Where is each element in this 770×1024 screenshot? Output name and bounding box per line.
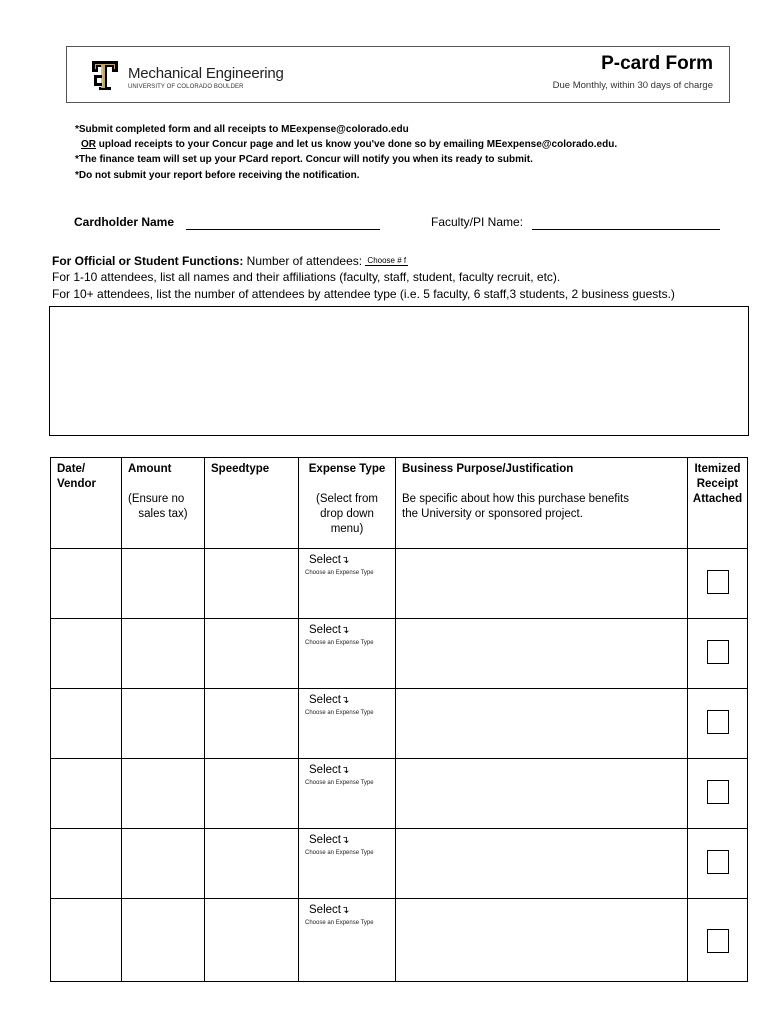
table-row	[51, 689, 748, 759]
expense-type-placeholder: Choose an Expense Type	[305, 850, 374, 856]
expense-type-cell[interactable]	[299, 759, 396, 829]
receipt-cell	[688, 619, 748, 689]
amount-cell[interactable]	[122, 759, 205, 829]
receipt-cell	[688, 829, 748, 899]
receipt-cell	[688, 759, 748, 829]
attendees-label: Number of attendees:	[246, 254, 363, 268]
amount-cell[interactable]	[122, 829, 205, 899]
expense-type-cell[interactable]	[299, 899, 396, 982]
instruction-line-4: *Do not submit your report before receiving the notification.	[75, 170, 360, 181]
speedtype-cell[interactable]	[205, 899, 299, 982]
department-subtitle: UNIVERSITY OF COLORADO BOULDER	[128, 84, 244, 90]
speedtype-cell[interactable]	[205, 829, 299, 899]
or-text: OR	[81, 139, 96, 150]
purpose-cell[interactable]	[396, 619, 688, 689]
purpose-cell[interactable]	[396, 829, 688, 899]
cardholder-name-label: Cardholder Name	[74, 215, 175, 229]
receipt-checkbox[interactable]	[707, 570, 729, 594]
expense-type-dropdown[interactable]: Select↴	[309, 624, 350, 636]
amount-cell[interactable]	[122, 549, 205, 619]
department-name: Mechanical Engineering	[128, 65, 284, 82]
table-row	[51, 829, 748, 899]
cu-logo-icon	[90, 59, 120, 92]
speedtype-cell[interactable]	[205, 549, 299, 619]
date-vendor-cell[interactable]	[51, 549, 122, 619]
attendees-text-area[interactable]	[49, 306, 749, 436]
speedtype-cell[interactable]	[205, 759, 299, 829]
date-vendor-cell[interactable]	[51, 899, 122, 982]
receipt-checkbox[interactable]	[707, 780, 729, 804]
cardholder-name-field[interactable]	[186, 229, 380, 230]
speedtype-header: Speedtype	[205, 458, 299, 549]
receipt-cell	[688, 899, 748, 982]
amount-header: Amount (Ensure no sales tax)	[122, 458, 205, 549]
instruction-line-1: *Submit completed form and all receipts to MEexpense@colorado.edu	[75, 124, 409, 135]
date-vendor-cell[interactable]	[51, 759, 122, 829]
faculty-name-label: Faculty/PI Name:	[431, 215, 524, 229]
expense-type-dropdown[interactable]: Select↴	[309, 694, 350, 706]
form-title: P-card Form	[601, 53, 713, 74]
expense-type-cell[interactable]	[299, 689, 396, 759]
expense-type-cell[interactable]	[299, 829, 396, 899]
attendees-info-2: For 10+ attendees, list the number of attendees by attendee type (i.e. 5 faculty, 6 staff,3 students, 2 business guests.)	[52, 287, 675, 301]
receipt-cell	[688, 689, 748, 759]
functions-heading: For Official or Student Functions:	[52, 254, 244, 268]
table-header-row	[51, 458, 748, 549]
form-due-note: Due Monthly, within 30 days of charge	[552, 80, 713, 91]
date-vendor-cell[interactable]	[51, 619, 122, 689]
purpose-cell[interactable]	[396, 759, 688, 829]
receipt-checkbox[interactable]	[707, 850, 729, 874]
amount-cell[interactable]	[122, 899, 205, 982]
expense-type-cell[interactable]	[299, 549, 396, 619]
expense-type-dropdown[interactable]: Select↴	[309, 554, 350, 566]
receipt-checkbox[interactable]	[707, 640, 729, 664]
purpose-header: Business Purpose/Justification Be specific about how this purchase benefits the University or sponsored project.	[396, 458, 688, 549]
expense-type-placeholder: Choose an Expense Type	[305, 640, 374, 646]
table-row	[51, 549, 748, 619]
expense-type-dropdown[interactable]: Select↴	[309, 834, 350, 846]
instruction-line-2	[81, 137, 617, 152]
speedtype-cell[interactable]	[205, 619, 299, 689]
expense-type-dropdown[interactable]: Select↴	[309, 904, 350, 916]
expense-type-cell[interactable]	[299, 619, 396, 689]
expense-type-header: Expense Type (Select from drop down menu)	[299, 458, 396, 549]
table-row	[51, 899, 748, 982]
date-vendor-cell[interactable]	[51, 689, 122, 759]
expense-type-dropdown[interactable]: Select↴	[309, 764, 350, 776]
attendees-info-1: For 1-10 attendees, list all names and their affiliations (faculty, staff, student, faculty recruit, etc).	[52, 270, 561, 284]
table-row	[51, 759, 748, 829]
instruction-line-2-rest: upload receipts to your Concur page and let us know you've done so by emailing MEexpense@colorado.edu.	[96, 139, 618, 150]
date-vendor-cell[interactable]	[51, 829, 122, 899]
amount-cell[interactable]	[122, 689, 205, 759]
table-row	[51, 619, 748, 689]
receipt-checkbox[interactable]	[707, 929, 729, 953]
expense-type-placeholder: Choose an Expense Type	[305, 570, 374, 576]
purpose-cell[interactable]	[396, 899, 688, 982]
instruction-line-3: *The finance team will set up your PCard report. Concur will notify you when its ready to submit.	[75, 154, 533, 165]
functions-line	[52, 254, 408, 268]
speedtype-cell[interactable]	[205, 689, 299, 759]
expense-type-placeholder: Choose an Expense Type	[305, 920, 374, 926]
purpose-cell[interactable]	[396, 549, 688, 619]
receipt-cell	[688, 549, 748, 619]
purpose-cell[interactable]	[396, 689, 688, 759]
expense-table	[50, 457, 748, 982]
receipt-checkbox[interactable]	[707, 710, 729, 734]
date-vendor-header: Date/ Vendor	[51, 458, 122, 549]
attendees-dropdown[interactable]: Choose # f	[367, 256, 407, 265]
expense-type-placeholder: Choose an Expense Type	[305, 780, 374, 786]
faculty-name-field[interactable]	[532, 229, 720, 230]
receipt-header: Itemized Receipt Attached	[688, 458, 748, 549]
expense-type-placeholder: Choose an Expense Type	[305, 710, 374, 716]
amount-cell[interactable]	[122, 619, 205, 689]
